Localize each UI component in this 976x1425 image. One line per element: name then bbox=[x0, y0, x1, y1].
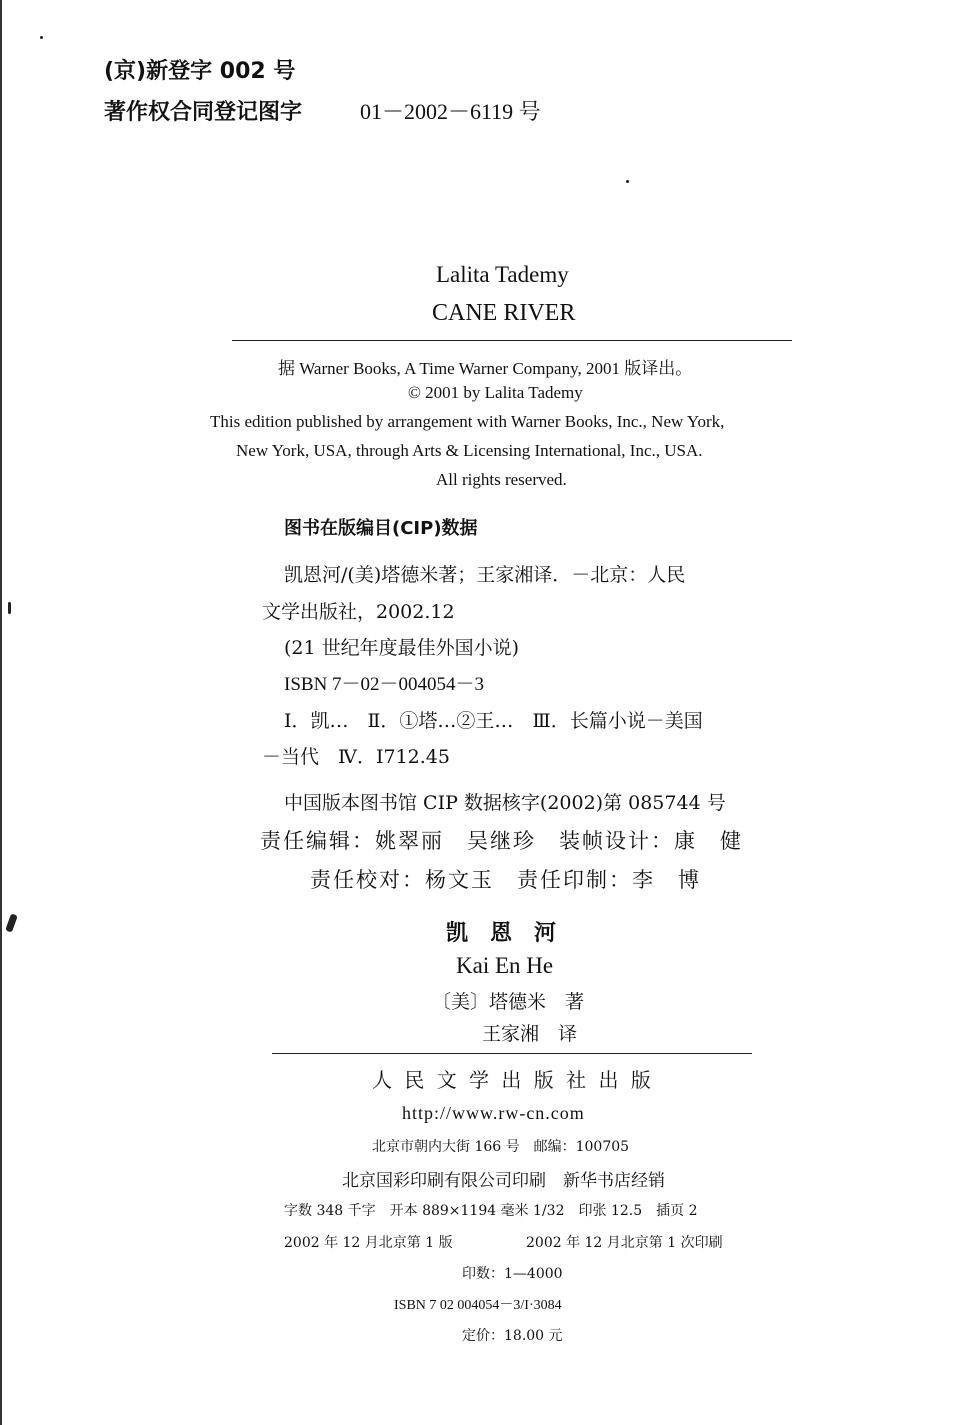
scan-speck bbox=[626, 180, 629, 183]
colophon-address: 北京市朝内大街 166 号 邮编：100705 bbox=[372, 1139, 630, 1155]
scan-speck bbox=[5, 913, 18, 932]
colophon-translator: 王家湘 译 bbox=[482, 1023, 578, 1045]
cip-line: ISBN 7－02－004054－3 bbox=[284, 674, 485, 695]
original-author: Lalita Tademy bbox=[436, 262, 569, 287]
copyright-line: © 2001 by Lalita Tademy bbox=[408, 383, 583, 402]
colophon-printing: 2002 年 12 月北京第 1 次印刷 bbox=[526, 1235, 723, 1251]
colophon-print-run: 印数：1—4000 bbox=[462, 1266, 563, 1282]
rights-reserved: All rights reserved. bbox=[436, 470, 567, 489]
colophon-price: 定价：18.00 元 bbox=[462, 1328, 563, 1344]
source-note: 据 Warner Books, A Time Warner Company, 2001 版译出。 bbox=[278, 359, 693, 378]
cip-heading: 图书在版编目(CIP)数据 bbox=[284, 518, 478, 539]
arrangement-line-1: This edition published by arrangement with Warner Books, Inc., New York, bbox=[210, 412, 725, 431]
original-title: CANE RIVER bbox=[432, 300, 576, 326]
colophon-rule bbox=[272, 1053, 752, 1054]
cip-line: 凯恩河/(美)塔德米著；王家湘译．－北京：人民 bbox=[284, 564, 686, 586]
cip-line: Ⅰ．凯… Ⅱ．①塔…②王… Ⅲ．长篇小说－美国 bbox=[284, 710, 703, 732]
colophon-author: 〔美〕塔德米 著 bbox=[432, 991, 585, 1013]
colophon-pinyin-title: Kai En He bbox=[456, 953, 554, 978]
colophon-printer: 北京国彩印刷有限公司印刷 新华书店经销 bbox=[342, 1171, 665, 1191]
scan-edge bbox=[0, 0, 2, 1425]
colophon-isbn: ISBN 7 02 004054－3/I·3084 bbox=[394, 1298, 562, 1313]
colophon-title: 凯 恩 河 bbox=[446, 921, 557, 946]
scan-speck bbox=[40, 36, 43, 39]
colophon-specs: 字数 348 千字 开本 889×1194 毫米 1/32 印张 12.5 插页 2 bbox=[284, 1203, 698, 1219]
copyright-contract-number: 01－2002－6119 号 bbox=[360, 99, 541, 124]
publisher-registration: (京)新登字 002 号 bbox=[104, 59, 296, 84]
scan-speck bbox=[8, 602, 11, 614]
colophon-website: http://www.rw-cn.com bbox=[402, 1103, 585, 1123]
copyright-contract-label: 著作权合同登记图字 bbox=[104, 100, 303, 125]
title-rule bbox=[232, 340, 792, 341]
arrangement-line-2: New York, USA, through Arts & Licensing International, Inc., USA. bbox=[236, 441, 703, 460]
cip-line: 文学出版社，2002.12 bbox=[262, 601, 455, 623]
cip-approval-number: 中国版本图书馆 CIP 数据核字(2002)第 085744 号 bbox=[284, 792, 726, 814]
cip-line: －当代 Ⅳ．I712.45 bbox=[262, 746, 450, 768]
colophon-publisher: 人 民 文 学 出 版 社 出 版 bbox=[372, 1068, 654, 1092]
staff-credits-line-1: 责任编辑：姚翠丽 吴继珍 装帧设计：康 健 bbox=[260, 829, 743, 853]
colophon-edition: 2002 年 12 月北京第 1 版 bbox=[284, 1235, 453, 1251]
cip-line: (21 世纪年度最佳外国小说) bbox=[284, 637, 520, 659]
staff-credits-line-2: 责任校对：杨文玉 责任印制：李 博 bbox=[310, 868, 701, 892]
